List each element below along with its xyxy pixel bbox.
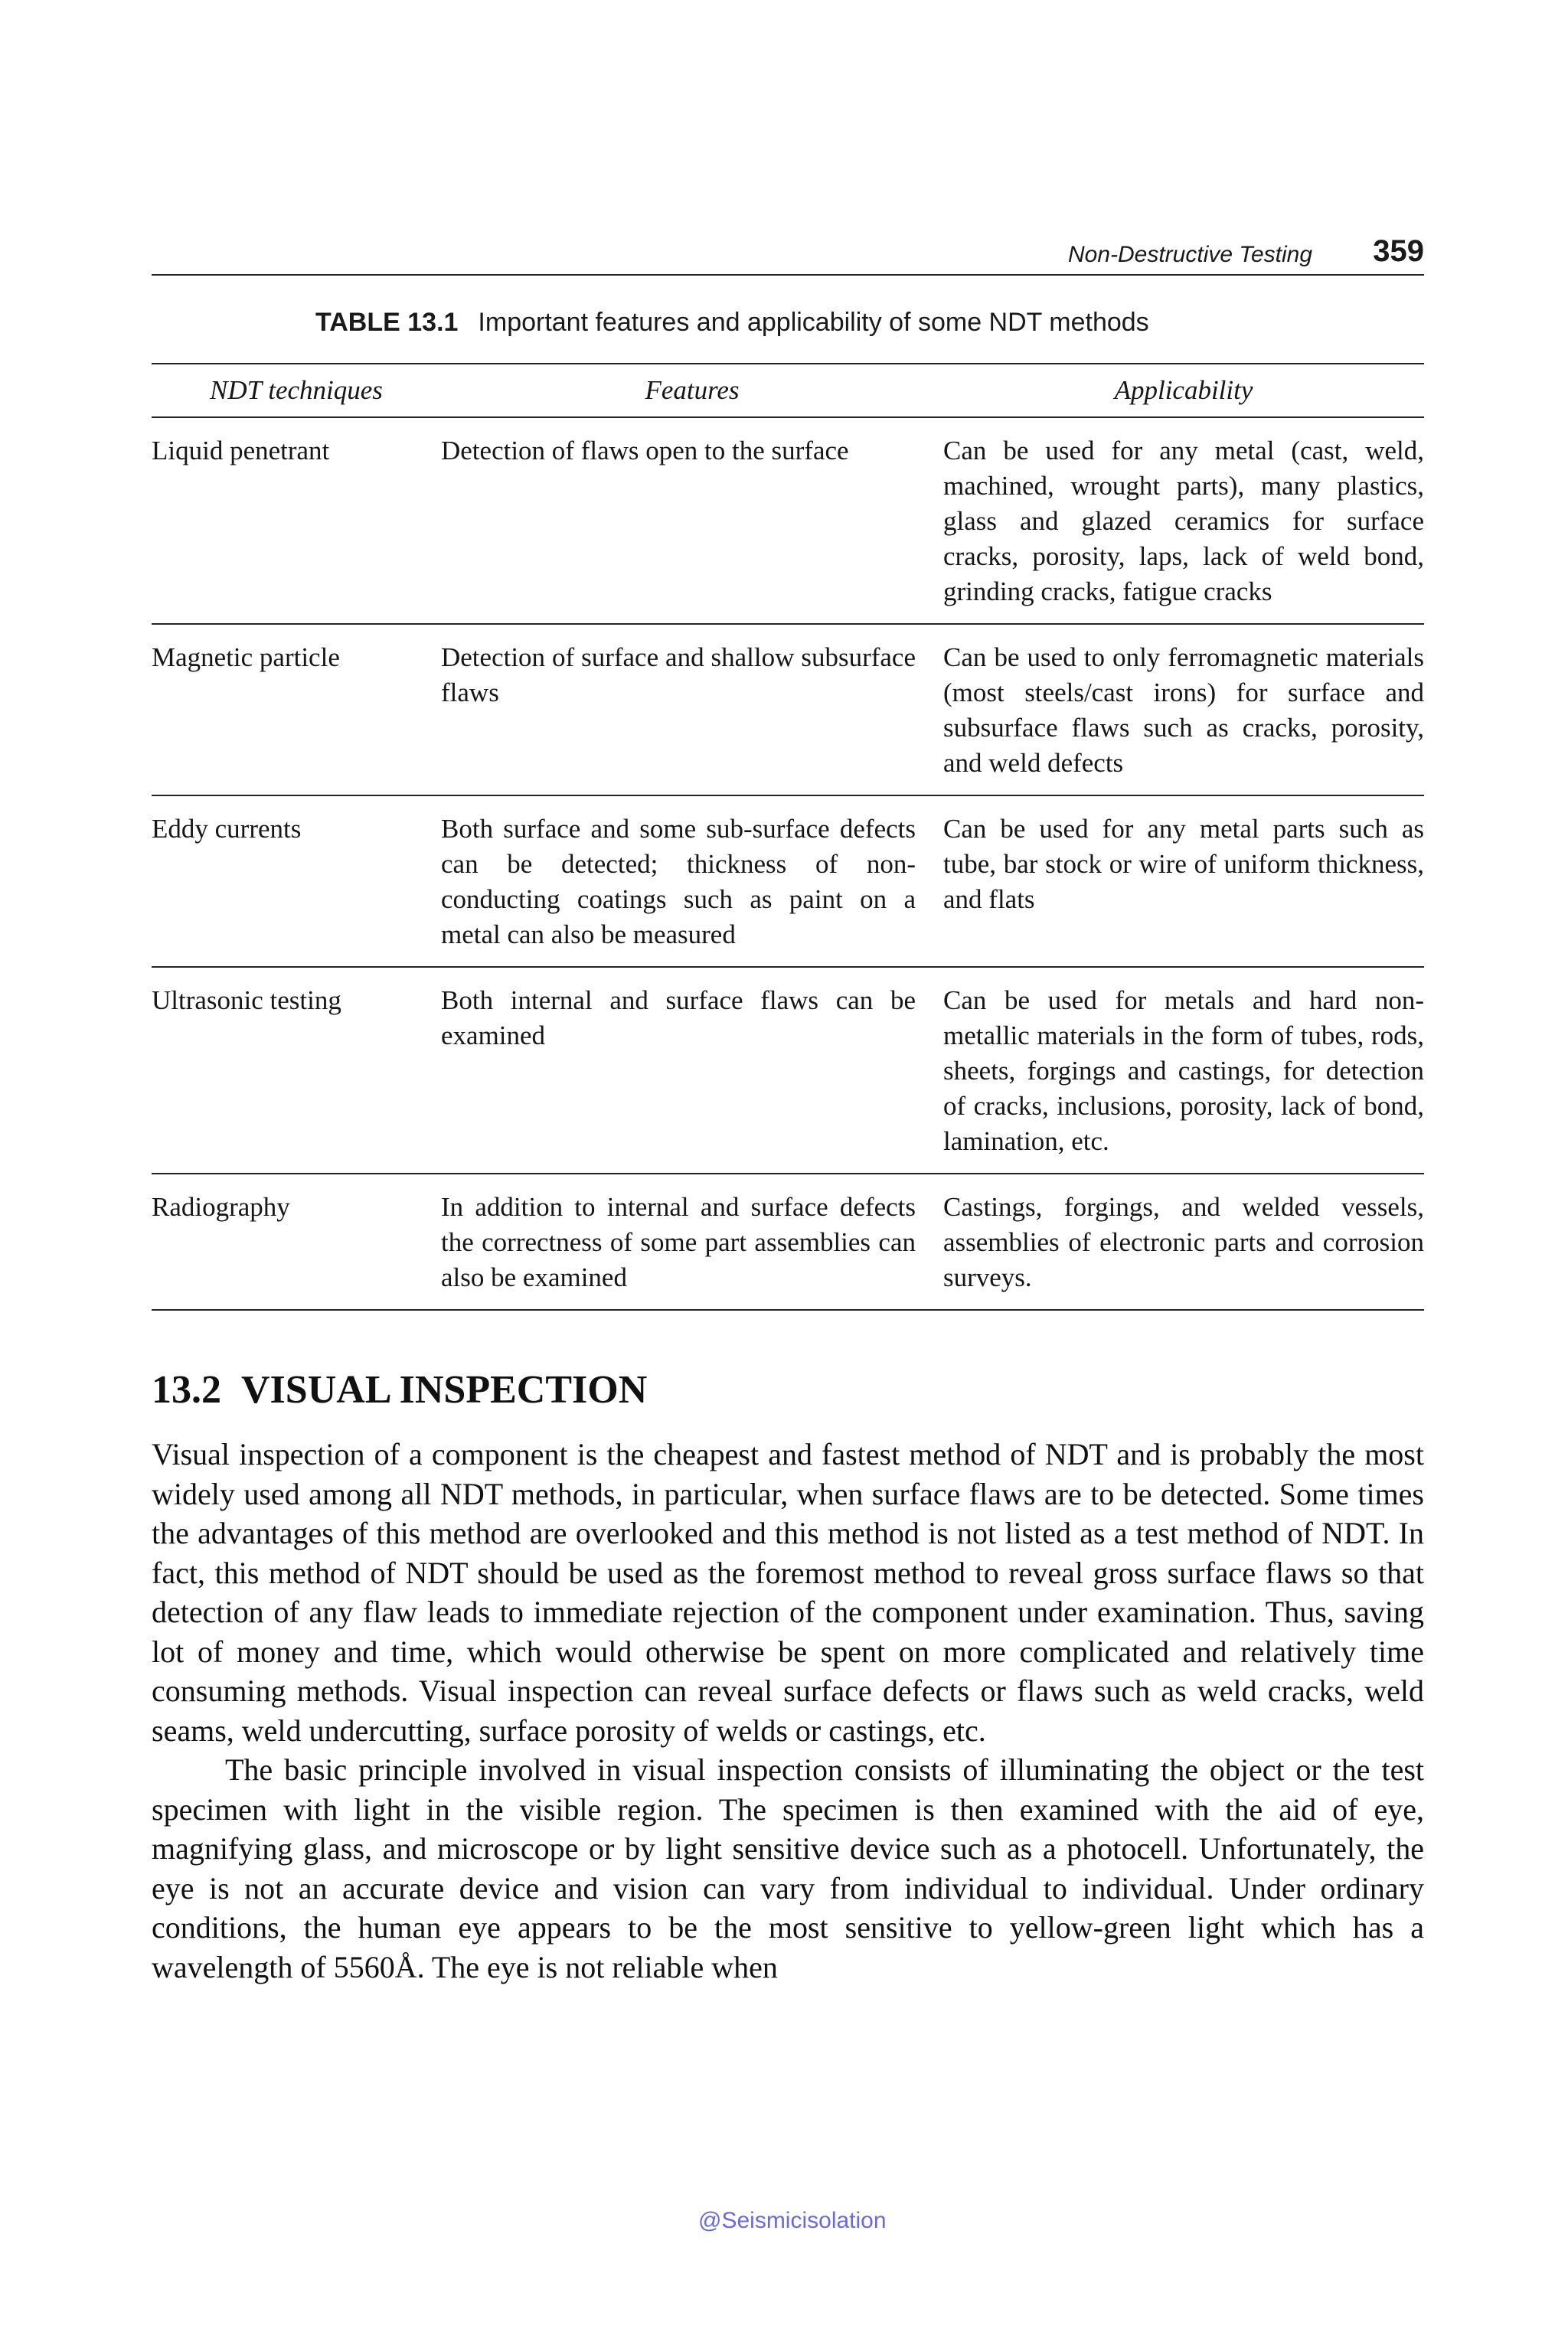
table-row <box>152 1174 1424 1310</box>
watermark-text: @Seismicisolation <box>698 2208 887 2233</box>
features-cell: In addition to internal and surface defects the correctness of some part assemblies can also be examined <box>441 1192 916 1292</box>
body-paragraph: The basic principle involved in visual inspection consists of illuminating the object or the test specimen with light in the visible region. The specimen is then examined with the aid of eye, magnifying glass, and microscope or by light sensitive device such as a photocell. Unfortunately, the eye is not an accurate device and vision can vary from individual to individual. Under ordinary conditions, the human eye appears to be the most sensitive to yellow-green light which has a wavelength of 5560Å. The eye is not reliable when <box>152 1752 1424 1984</box>
section-body <box>152 1435 1424 1987</box>
technique-cell: Radiography <box>152 1192 290 1222</box>
section-number: 13.2 <box>152 1368 221 1412</box>
section-title: VISUAL INSPECTION <box>241 1368 648 1412</box>
table-row <box>152 967 1424 1174</box>
table-caption-text: Important features and applicability of some NDT methods <box>478 308 1149 337</box>
applicability-cell: Can be used for any metal (cast, weld, machined, wrought parts), many plastics, glass and glazed ceramics for surface cracks, porosity, laps, lack of weld bond, grinding cracks, fatigue cracks <box>943 436 1424 606</box>
features-cell: Both internal and surface flaws can be examined <box>441 985 916 1050</box>
table-row <box>152 624 1424 795</box>
table-row <box>152 417 1424 624</box>
applicability-cell: Can be used to only ferromagnetic materials (most steels/cast irons) for surface and subsurface flaws such as cracks, porosity, and weld defects <box>943 642 1424 778</box>
section-heading <box>152 1367 647 1412</box>
column-header-techniques: NDT techniques <box>210 375 383 405</box>
technique-cell: Liquid penetrant <box>152 436 330 465</box>
applicability-cell: Can be used for metals and hard non-metallic materials in the form of tubes, rods, sheets, forgings and castings, for detection of cracks, inclusions, porosity, lack of bond, lamination, etc. <box>943 985 1424 1156</box>
features-cell: Both surface and some sub-surface defects can be detected; thickness of non-conducting coatings such as paint on a metal can also be measured <box>441 814 916 949</box>
table-caption <box>315 308 1149 338</box>
ndt-methods-table <box>152 363 1424 1311</box>
table-row <box>152 795 1424 967</box>
technique-cell: Magnetic particle <box>152 642 340 672</box>
column-header-features: Features <box>645 375 740 405</box>
technique-cell: Ultrasonic testing <box>152 985 341 1015</box>
table-header-row <box>152 364 1424 417</box>
running-header <box>152 234 1424 276</box>
page-number: 359 <box>1373 234 1424 268</box>
body-paragraph: Visual inspection of a component is the cheapest and fastest method of NDT and is probably the most widely used among all NDT methods, in particular, when surface flaws are to be detected. Some times the advantages of this method are overlooked and this method is not listed as a test method of NDT. In fact, this method of NDT should be used as the foremost method to reveal gross surface flaws so that detection of any flaw leads to immediate rejection of the component under examination. Thus, saving lot of money and time, which would otherwise be spent on more complicated and relatively time consuming methods. Visual inspection can reveal surface defects or flaws such as weld cracks, weld seams, weld undercutting, surface porosity of welds or castings, etc. <box>152 1437 1424 1748</box>
applicability-cell: Castings, forgings, and welded vessels, assemblies of electronic parts and corrosion surveys. <box>943 1192 1424 1292</box>
features-cell: Detection of surface and shallow subsurface flaws <box>441 642 916 707</box>
book-page <box>152 0 1424 2335</box>
column-header-applicability: Applicability <box>1114 375 1253 405</box>
applicability-cell: Can be used for any metal parts such as tube, bar stock or wire of uniform thickness, and flats <box>943 814 1424 914</box>
running-header-title: Non-Destructive Testing <box>1067 242 1312 267</box>
technique-cell: Eddy currents <box>152 814 302 844</box>
table-label: TABLE 13.1 <box>315 308 459 337</box>
features-cell: Detection of flaws open to the surface <box>441 436 849 465</box>
